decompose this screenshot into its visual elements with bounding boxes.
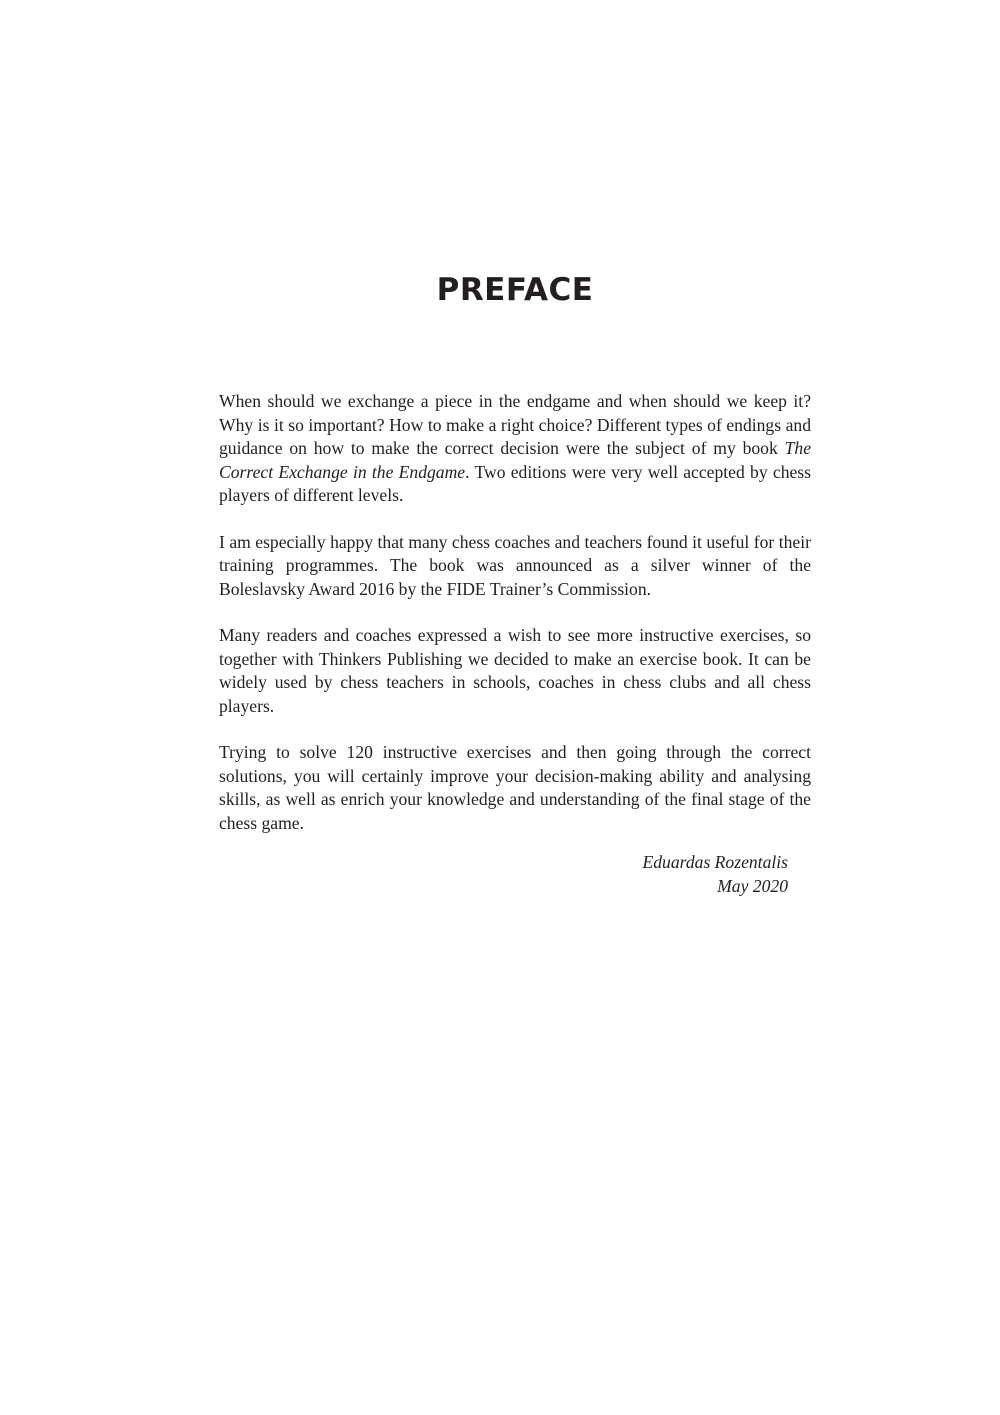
paragraph-4: Trying to solve 120 instructive exercises and then going through the correct solutions, you will certainly improve your decision-making ability and analysing skills, as well as enrich your knowledge and understanding of the final stage of the chess game. [219,742,811,833]
paragraph-2: I am especially happy that many chess coaches and teachers found it useful for their training programmes. The book was announced as a silver winner of the Boleslavsky Award 2016 by the FIDE Trainer’s Commission. [219,531,811,599]
paragraph-1 [219,390,811,508]
signature-block [560,850,788,898]
paragraph-1-text-end: . Two editions were very well accepted by chess players of different levels. [219,461,811,505]
author-name: Eduardas Rozentalis [642,852,788,872]
paragraph-1-text-start: When should we exchange a piece in the endgame and when should we keep it? Why is it so important? How to make a right choice? Different types of endings and guidance on how to make the correct decision were the subject of my book [219,391,811,458]
paragraph-3: Many readers and coaches expressed a wish to see more instructive exercises, so together with Thinkers Publishing we decided to make an exercise book. It can be widely used by chess teachers in schools, coaches in chess clubs and all chess players. [219,625,811,716]
book-title-italic: The Correct Exchange in the Endgame [219,438,811,482]
preface-body [219,390,811,858]
signature-date: May 2020 [717,876,788,896]
page-title: PREFACE [436,272,594,308]
